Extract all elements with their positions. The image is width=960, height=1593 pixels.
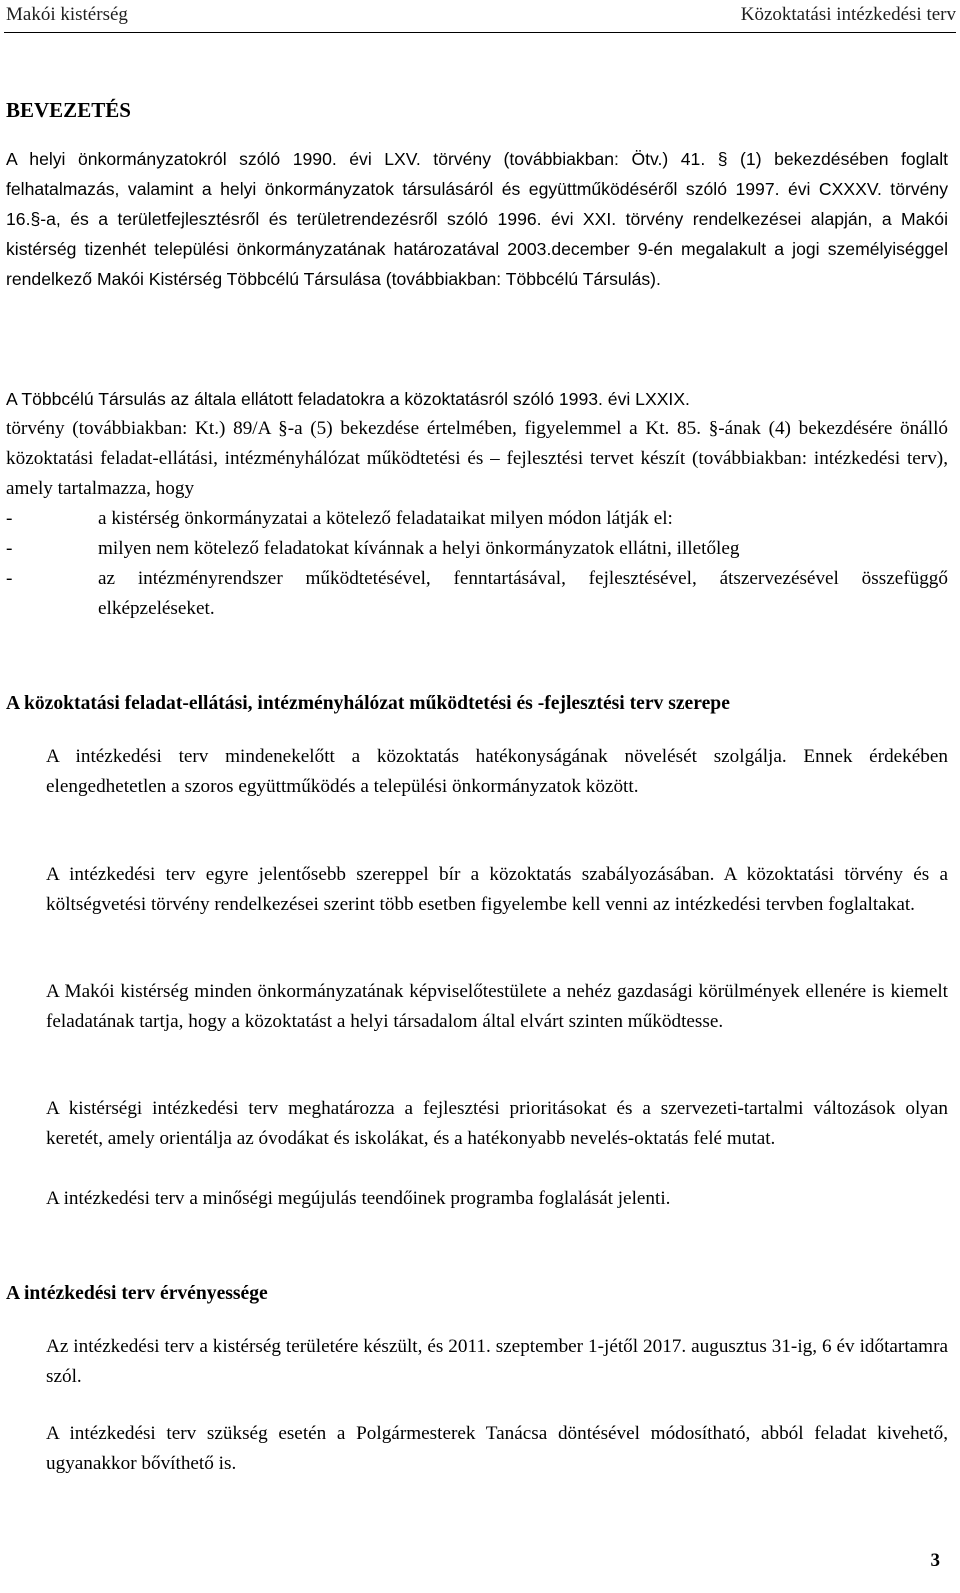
list-item: - milyen nem kötelező feladatokat kívánnak a helyi önkormányzatok ellátni, illetőleg <box>6 538 740 559</box>
header-right-text: Közoktatási intézkedési terv <box>740 4 956 25</box>
validity-paragraph-2: A intézkedési terv szükség esetén a Polgármesterek Tanácsa döntésével módosítható, abból feladat kivehető, ugyanakkor bővíthető is. <box>46 1423 948 1474</box>
role-paragraph-3: A Makói kistérség minden önkormányzatának képviselőtestülete a nehéz gazdasági körülmények ellenére is kiemelt feladatának tartja, hogy a közoktatást a helyi társadalom által elvárt szinten működtesse. <box>46 981 948 1032</box>
page-number: 3 <box>930 1550 940 1571</box>
intro-paragraph-1: A helyi önkormányzatokról szóló 1990. évi LXV. törvény (továbbiakban: Ötv.) 41. § (1) bekezdésében foglalt felhatalmazás, valamint a helyi önkormányzatok társulásáról és együttműködéséről szóló 1997. évi CXXXV. törvény 16.§-a, és a területfejlesztésről és területrendezésről szóló 1996. évi XXI. törvény rendelkezései alapján, a Makói kistérség tizenhét települési önkormányzatának határozatával 2003.december 9-én megalakult a jogi személyiséggel rendelkező Makói Kistérség Többcélú Társulása (továbbiakban: Többcélú Társulás). <box>6 149 948 289</box>
header-left-text: Makói kistérség <box>6 4 128 25</box>
role-paragraph-4: A kistérségi intézkedési terv meghatározza a fejlesztési prioritásokat és a szervezeti-tartalmi változások olyan keretét, amely orientálja az óvodákat és iskolákat, és a hatékonyabb nevelés-oktatás felé mutat. <box>46 1098 948 1149</box>
list-item: - a kistérség önkormányzatai a kötelező feladataikat milyen módon látják el: <box>6 508 673 529</box>
intro-title: BEVEZETÉS <box>6 98 131 122</box>
role-paragraph-2: A intézkedési terv egyre jelentősebb szereppel bír a közoktatás szabályozásában. A közoktatási törvény és a költségvetési törvény rendelkezései szerint több esetben figyelembe kell venni az intézkedési tervben foglaltakat. <box>46 864 948 915</box>
validity-section-title: A intézkedési terv érvényessége <box>6 1283 268 1304</box>
intro-paragraph-2a: A Többcélú Társulás az általa ellátott feladatokra a közoktatásról szóló 1993. évi LXXIX. <box>6 389 690 409</box>
role-paragraph-1: A intézkedési terv mindenekelőtt a közoktatás hatékonyságának növelését szolgálja. Ennek érdekében elengedhetetlen a szoros együttműködés a települési önkormányzatok között. <box>46 746 948 797</box>
role-section-title: A közoktatási feladat-ellátási, intézményhálózat működtetési és -fejlesztési terv szerepe <box>6 693 730 714</box>
intro-bullet-list <box>6 504 948 624</box>
validity-paragraph-1: Az intézkedési terv a kistérség területére készült, és 2011. szeptember 1-jétől 2017. augusztus 31-ig, 6 év időtartamra szól. <box>46 1336 948 1387</box>
list-item: - az intézményrendszer működtetésével, fenntartásával, fejlesztésével, átszervezésével összefüggő elképzeléseket. <box>6 568 948 619</box>
header-rule <box>4 32 956 33</box>
role-paragraph-5: A intézkedési terv a minőségi megújulás teendőinek programba foglalását jelenti. <box>46 1188 671 1209</box>
page-header <box>0 0 960 34</box>
intro-paragraph-2b: törvény (továbbiakban: Kt.) 89/A §-a (5) bekezdése értelmében, figyelemmel a Kt. 85. §-ának (4) bekezdésére önálló közoktatási feladat-ellátási, intézményhálózat működtetési és – fejlesztési tervet készít (továbbiakban: intézkedési terv), amely tartalmazza, hogy <box>6 418 948 499</box>
